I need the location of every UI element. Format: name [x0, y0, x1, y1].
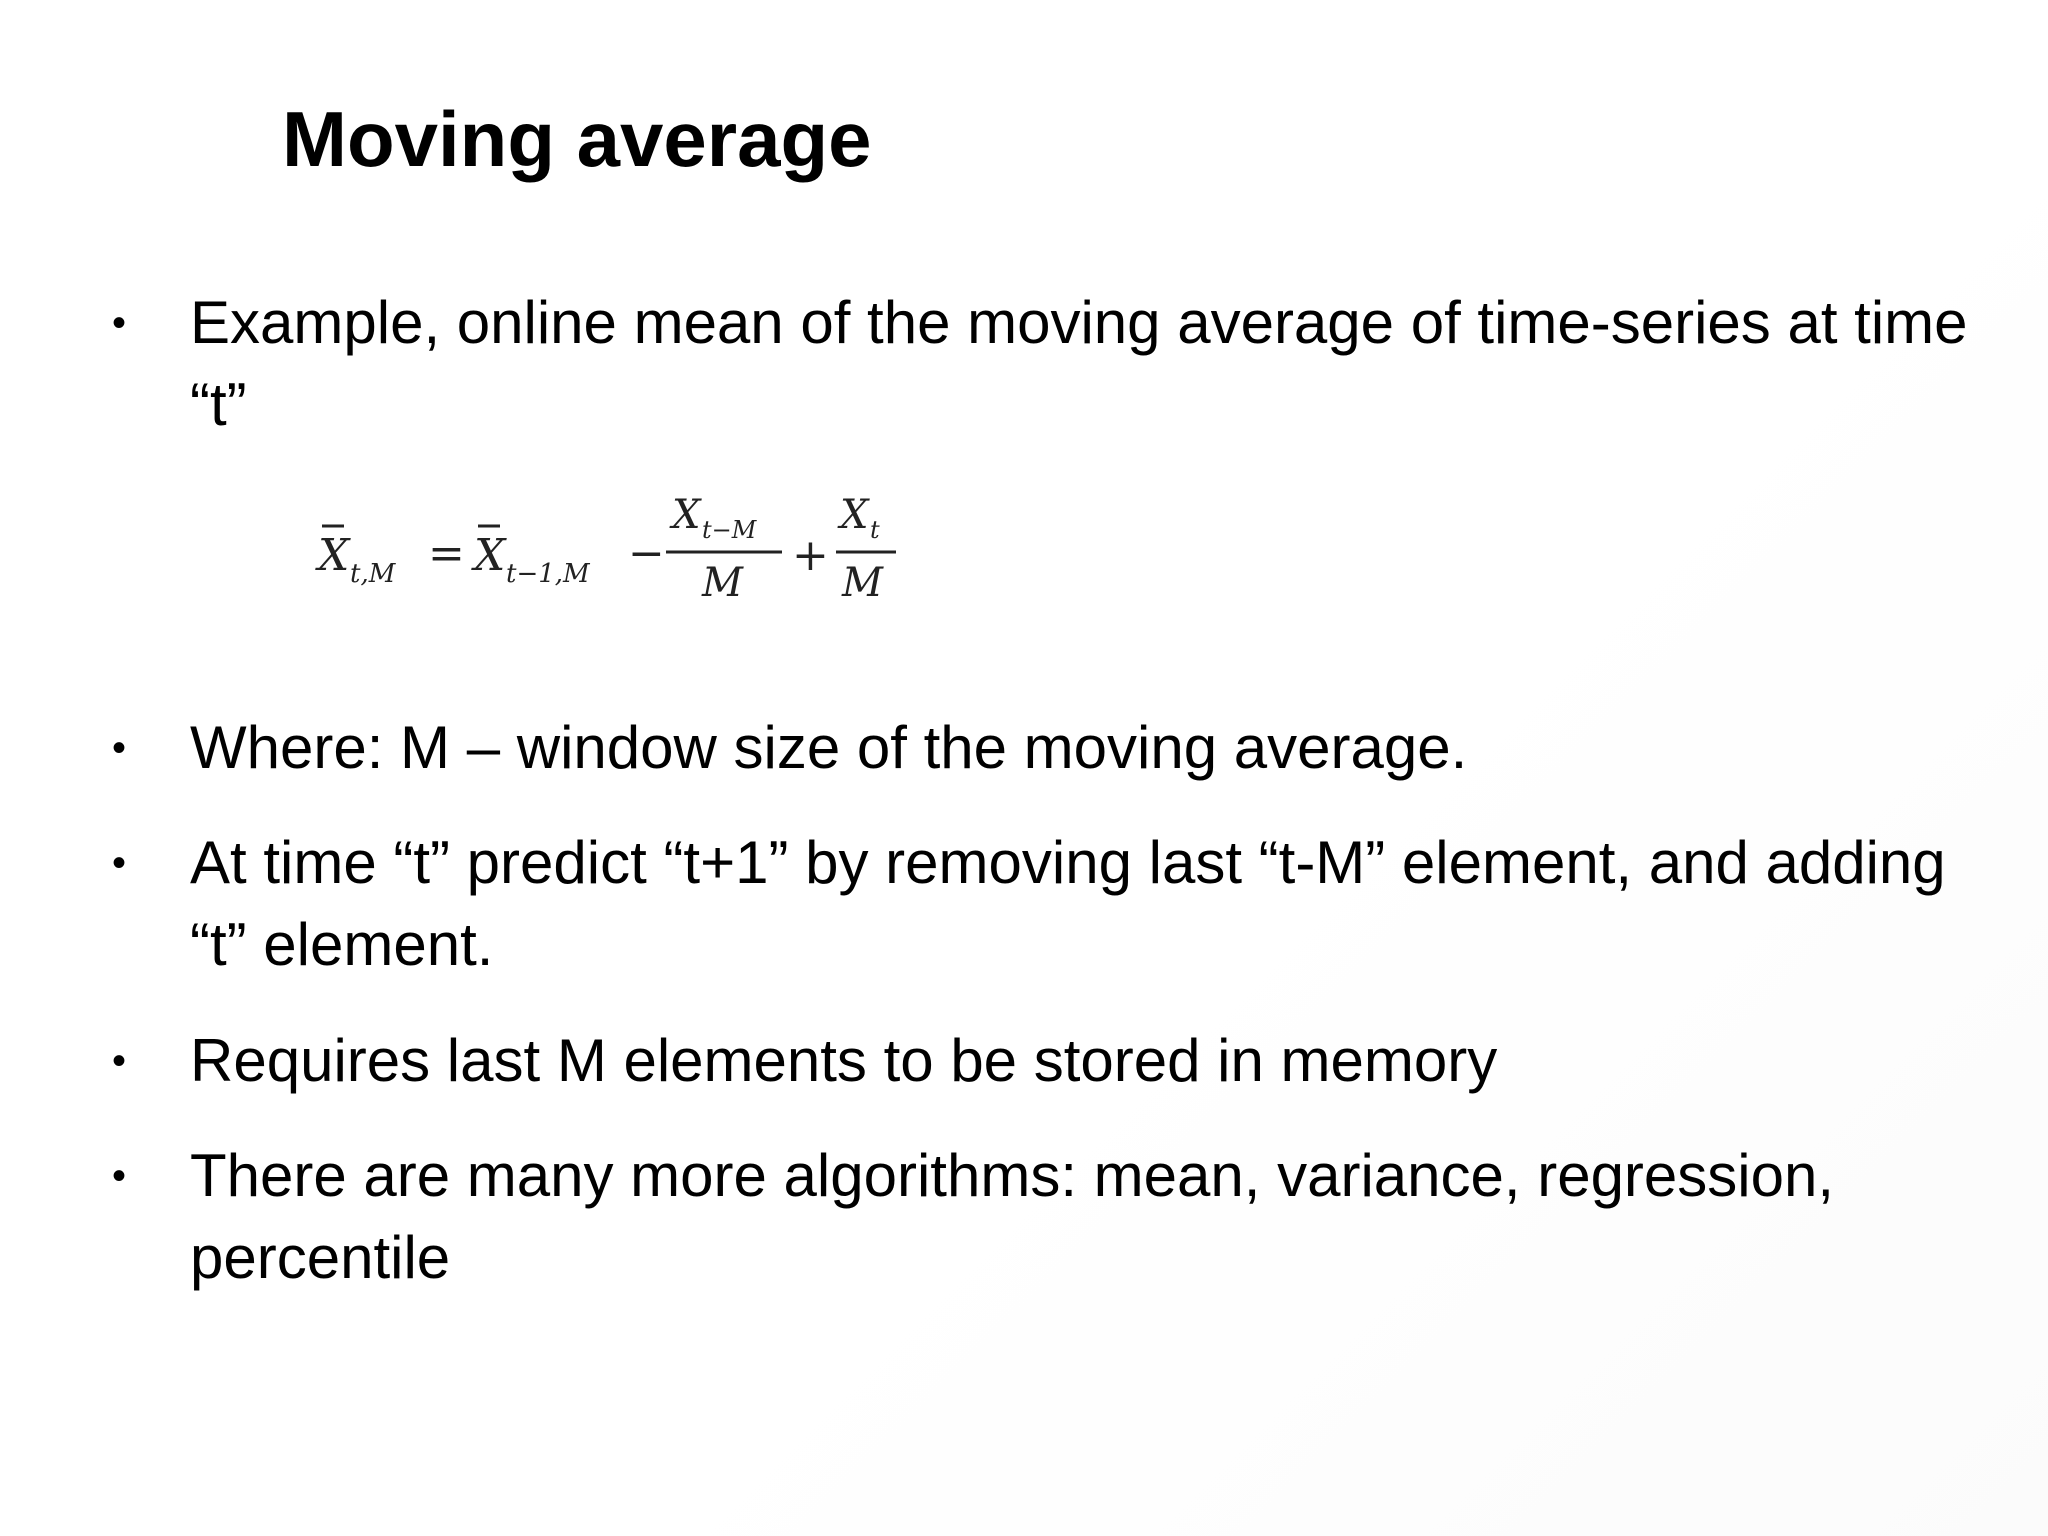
lhs-subscript: t,M — [350, 559, 396, 589]
moving-average-formula — [310, 482, 930, 622]
bullet-dot: • — [112, 841, 127, 885]
rhs-subscript: t−1,M — [506, 559, 590, 589]
bullet-text: Example, online mean of the moving average of time-series at time “t” — [190, 289, 1968, 438]
fraction1-numerator-variable: X — [672, 492, 701, 538]
fraction2-denominator: M — [842, 560, 883, 606]
fraction2-numerator-subscript: t — [870, 516, 880, 544]
fraction2-numerator-variable: X — [840, 492, 869, 538]
bullet-text: Where: M – window size of the moving average. — [190, 714, 1468, 781]
lhs-variable: X — [318, 530, 350, 581]
fraction1-denominator: M — [702, 560, 743, 606]
rhs-variable: X — [474, 530, 506, 581]
bullet-text: At time “t” predict “t+1” by removing last “t-M” element, and adding “t” element. — [190, 829, 1946, 978]
bullet-dot: • — [112, 1039, 127, 1083]
bullet-dot: • — [112, 1154, 127, 1198]
slide-title: Moving average — [282, 95, 872, 183]
bullet-text: Requires last M elements to be stored in memory — [190, 1027, 1498, 1094]
bullet-dot: • — [112, 301, 127, 345]
fraction1-numerator-subscript: t−M — [702, 516, 757, 544]
bullet-dot: • — [112, 726, 127, 770]
bullet-text: There are many more algorithms: mean, variance, regression, percentile — [190, 1142, 1835, 1291]
equals-sign: = — [428, 528, 465, 579]
plus-sign: + — [792, 530, 829, 581]
minus-sign: − — [628, 528, 665, 579]
